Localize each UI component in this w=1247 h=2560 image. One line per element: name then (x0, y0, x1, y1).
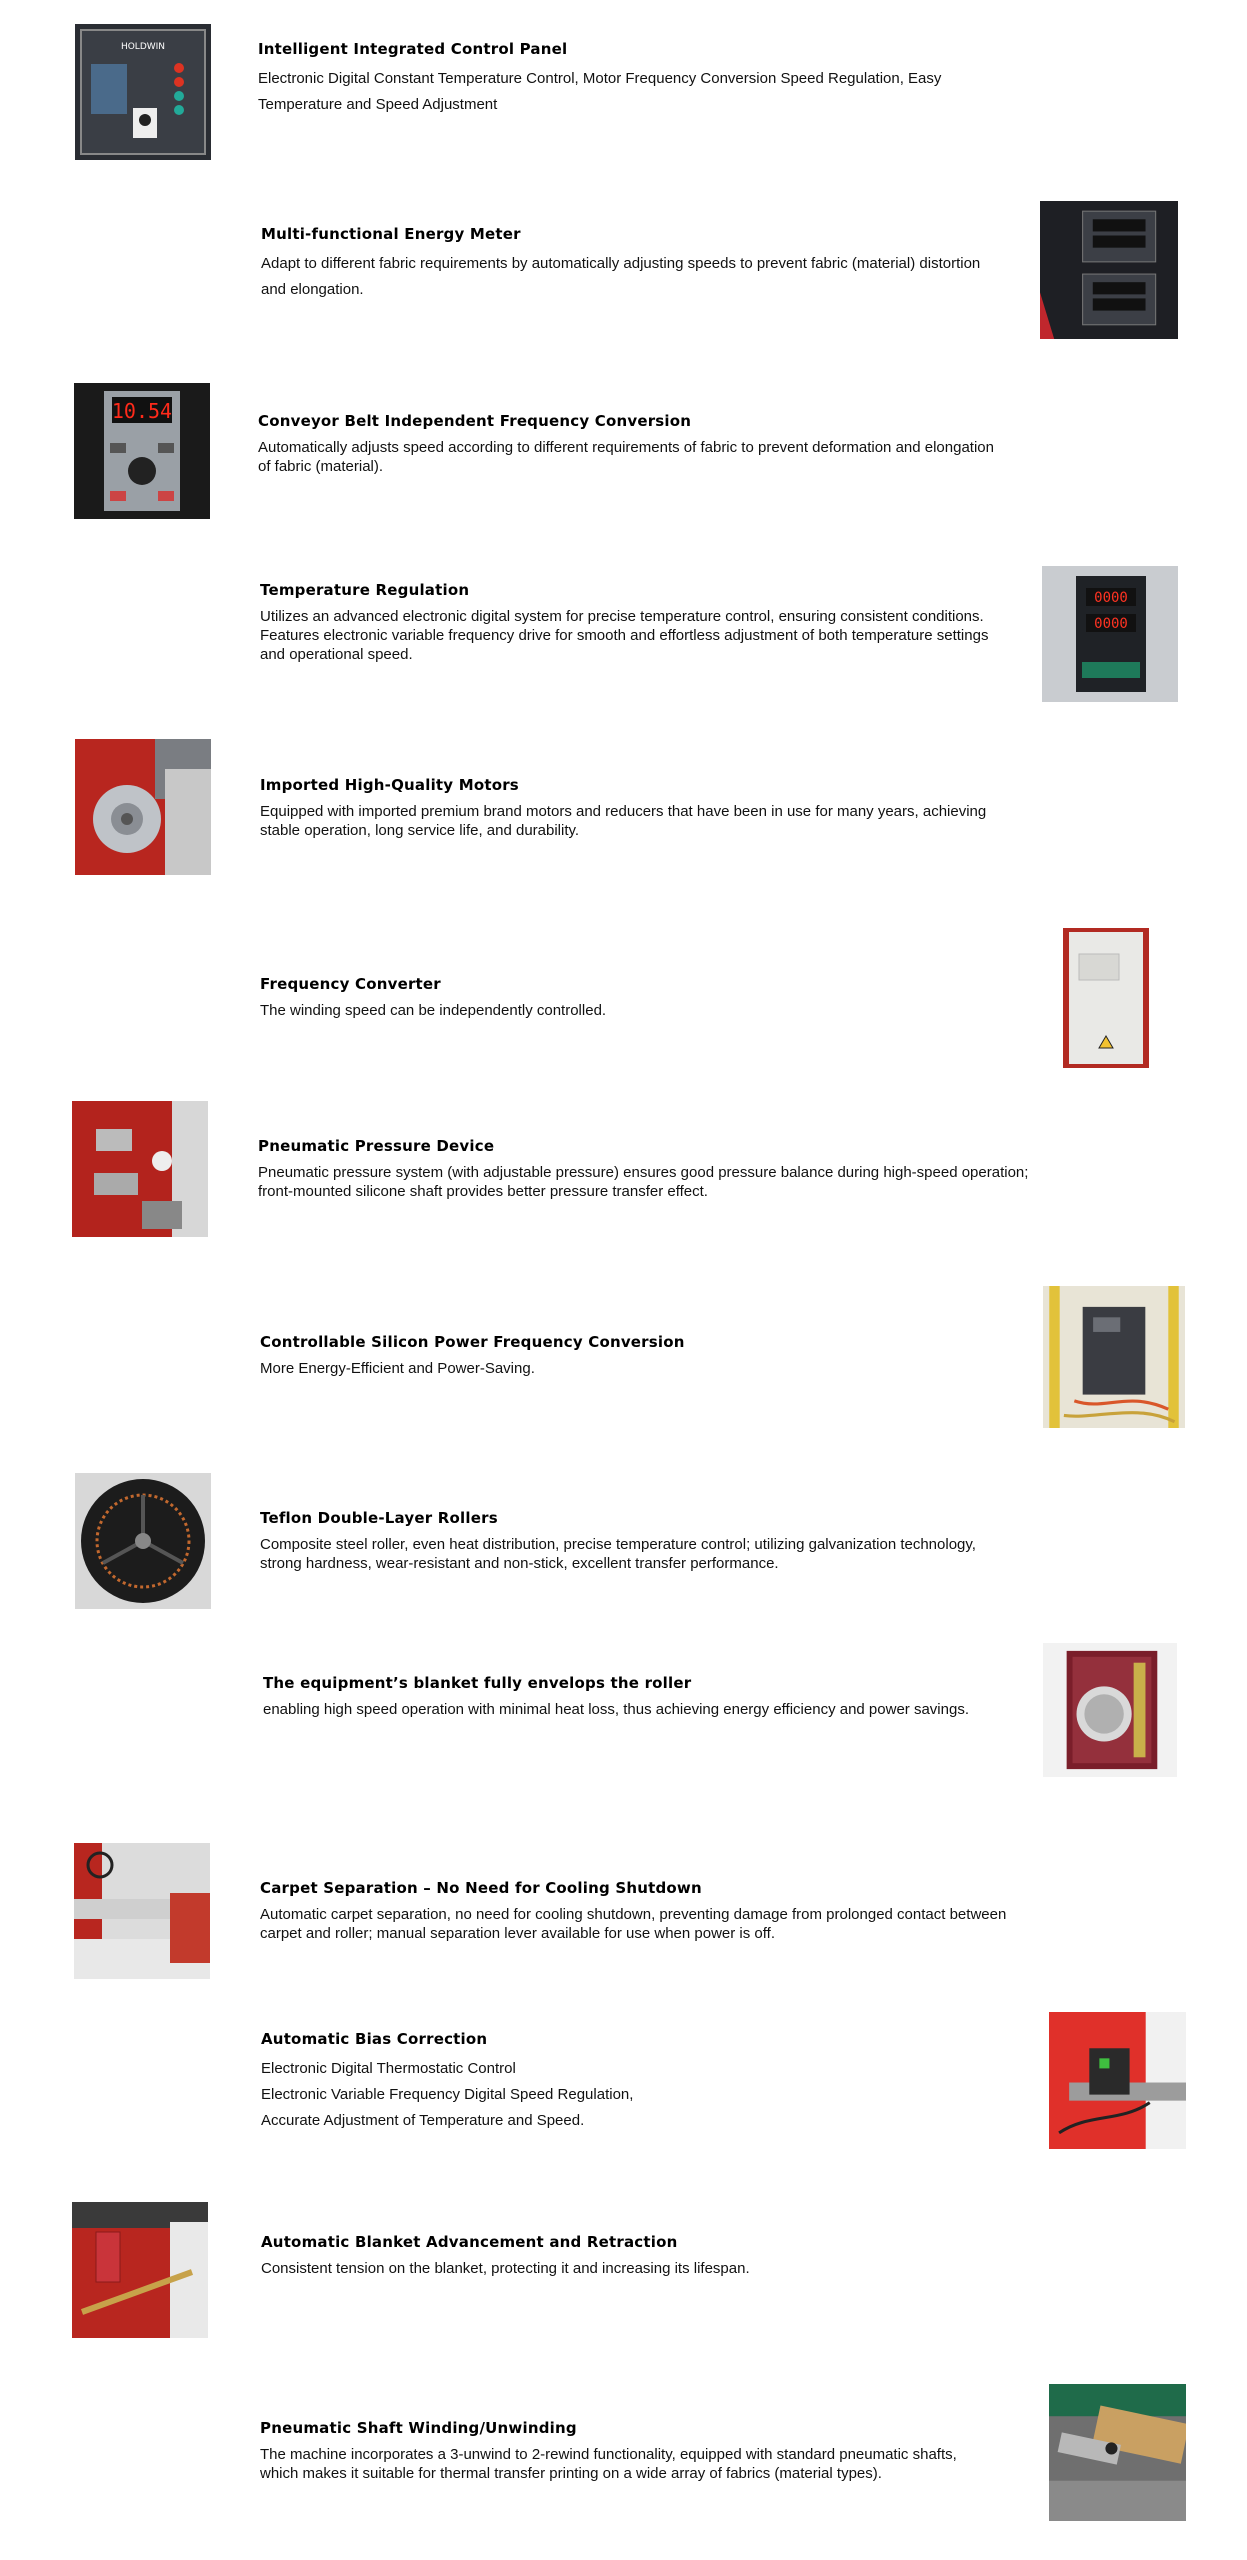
bias-correction-image (1049, 2012, 1186, 2149)
feature-title: The equipment’s blanket fully envelops the roller (263, 1674, 692, 1692)
feature-title: Frequency Converter (260, 975, 441, 993)
feature-title: Intelligent Integrated Control Panel (258, 40, 568, 58)
pneumatic-shaft-image (1049, 2384, 1186, 2521)
frequency-drive-image (74, 383, 210, 519)
carpet-separation-image (74, 1843, 210, 1979)
energy-meter-image (1040, 201, 1178, 339)
feature-description: More Energy-Efficient and Power-Saving. (260, 1360, 535, 1377)
feature-description: Adapt to different fabric requirements by automatically adjusting speeds to prevent fabric (material) distortion and elongation. (261, 255, 981, 298)
brand-logo-text: HOLDWIN (120, 42, 166, 52)
drive-display-value: 10.54 (111, 399, 173, 423)
feature-title: Automatic Bias Correction (261, 2030, 488, 2048)
pneumatic-device-image (72, 1101, 208, 1237)
control-panel-image (75, 24, 211, 160)
feature-description: The winding speed can be independently controlled. (260, 1002, 607, 1019)
feature-title: Controllable Silicon Power Frequency Conversion (260, 1333, 685, 1351)
feature-title: Multi-functional Energy Meter (261, 225, 521, 243)
feature-title: Carpet Separation – No Need for Cooling Shutdown (260, 1879, 702, 1897)
controller-display-sv: 0000 (1094, 616, 1128, 632)
blanket-roller-image (1043, 1643, 1177, 1777)
feature-description: Electronic Digital Constant Temperature Control, Motor Frequency Conversion Speed Regulation, Easy Temperature and Speed Adjustment (258, 70, 942, 113)
feature-description: enabling high speed operation with minimal heat loss, thus achieving energy efficiency and power savings. (263, 1701, 969, 1718)
temperature-controller-image (1042, 566, 1178, 702)
feature-description: Electronic Digital Thermostatic Control Electronic Variable Frequency Digital Speed Regulation, Accurate Adjustment of Temperature and Speed. (261, 2060, 634, 2129)
feature-description: Equipped with imported premium brand motors and reducers that have been in use for many years, achieving stable operation, long service life, and durability. (260, 803, 987, 839)
feature-description: Automatic carpet separation, no need for cooling shutdown, preventing damage from prolonged contact between carpet and roller; manual separation lever available for use when power is off. (260, 1906, 1007, 1942)
blanket-advancement-image (72, 2202, 208, 2338)
feature-title: Conveyor Belt Independent Frequency Conversion (258, 412, 692, 430)
silicon-power-image (1043, 1286, 1185, 1428)
motor-image (75, 739, 211, 875)
feature-description: Utilizes an advanced electronic digital system for precise temperature control, ensuring consistent conditions. Features electronic variable frequency drive for smooth and effortless adjustment of both temperature settings and operational speed. (260, 608, 989, 663)
feature-description: Automatically adjusts speed according to different requirements of fabric to prevent deformation and elongation of fabric (material). (258, 439, 994, 475)
feature-title: Pneumatic Shaft Winding/Unwinding (260, 2419, 577, 2437)
feature-title: Imported High-Quality Motors (260, 776, 519, 794)
feature-description: Pneumatic pressure system (with adjustable pressure) ensures good pressure balance during high-speed operation; front-mounted silicone shaft provides better pressure transfer effect. (258, 1164, 1029, 1200)
controller-display-pv: 0000 (1094, 590, 1128, 606)
feature-title: Temperature Regulation (260, 581, 470, 599)
feature-description: The machine incorporates a 3-unwind to 2-rewind functionality, equipped with standard pneumatic shafts, which makes it suitable for thermal transfer printing on a wide array of fabrics (material types). (260, 2446, 957, 2482)
feature-title: Teflon Double-Layer Rollers (260, 1509, 498, 1527)
feature-description: Composite steel roller, even heat distribution, precise temperature control; utilizing galvanization technology, strong hardness, wear-resistant and non-stick, excellent transfer performance. (260, 1536, 976, 1572)
feature-title: Automatic Blanket Advancement and Retraction (261, 2233, 678, 2251)
feature-description: Consistent tension on the blanket, protecting it and increasing its lifespan. (261, 2260, 750, 2277)
frequency-converter-image (1063, 928, 1149, 1068)
roller-image (75, 1473, 211, 1609)
feature-title: Pneumatic Pressure Device (258, 1137, 495, 1155)
